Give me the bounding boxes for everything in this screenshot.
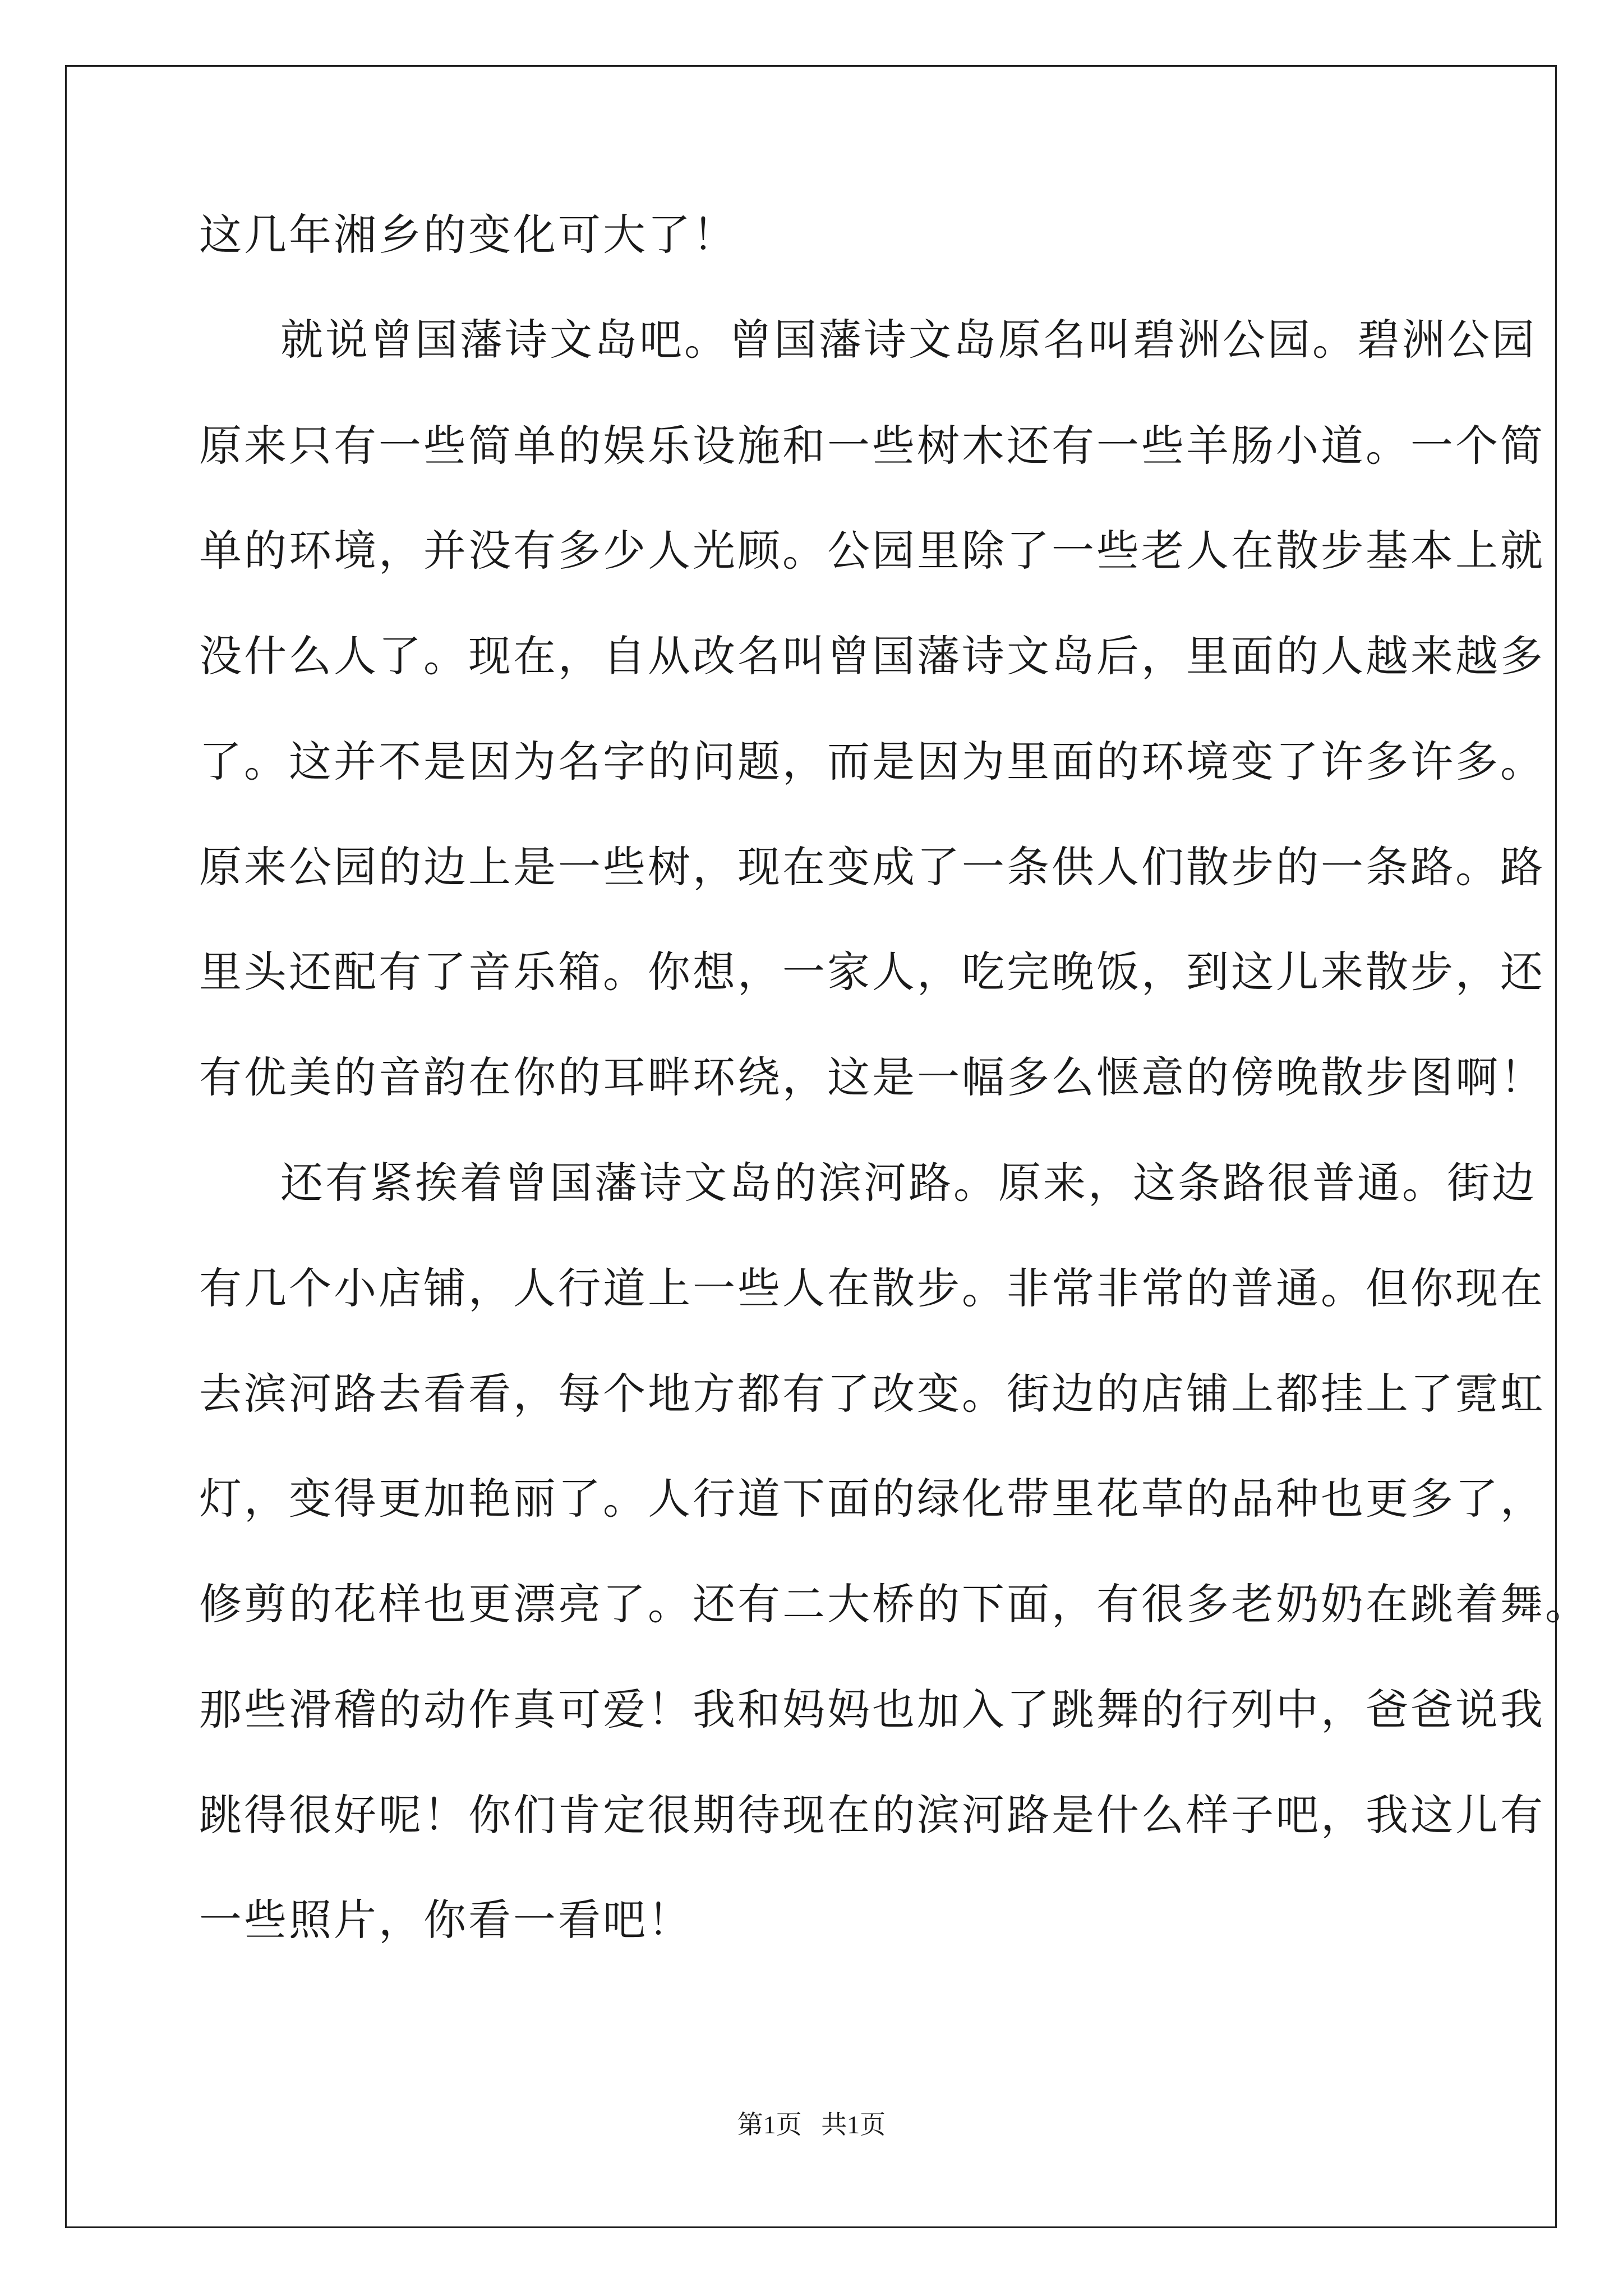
paragraph-first-line: 就说曾国藩诗文岛吧。曾国藩诗文岛原名叫碧洲公园。碧洲公园 (280, 315, 1537, 365)
text-line: 这几年湘乡的变化可大了！ (199, 210, 737, 260)
text-line: 原来公园的边上是一些树，现在变成了一条供人们散步的一条路。路 (199, 842, 1545, 892)
text-line: 那些滑稽的动作真可爱！我和妈妈也加入了跳舞的行列中，爸爸说我 (199, 1685, 1545, 1734)
paragraph-first-line: 还有紧挨着曾国藩诗文岛的滨河路。原来，这条路很普通。街边 (280, 1158, 1537, 1208)
text-line: 跳得很好呢！你们肯定很期待现在的滨河路是什么样子吧，我这儿有 (199, 1790, 1545, 1840)
text-line: 有优美的音韵在你的耳畔环绕，这是一幅多么惬意的傍晚散步图啊！ (199, 1052, 1545, 1102)
text-line: 一些照片，你看一看吧！ (199, 1895, 693, 1945)
text-line: 修剪的花样也更漂亮了。还有二大桥的下面，有很多老奶奶在跳着舞。 (199, 1579, 1590, 1629)
text-line: 里头还配有了音乐箱。你想，一家人，吃完晚饭，到这儿来散步，还 (199, 947, 1545, 997)
text-line: 了。这并不是因为名字的问题，而是因为里面的环境变了许多许多。 (199, 737, 1545, 786)
text-line: 单的环境，并没有多少人光顾。公园里除了一些老人在散步基本上就 (199, 526, 1545, 576)
text-line: 灯，变得更加艳丽了。人行道下面的绿化带里花草的品种也更多了， (199, 1474, 1545, 1524)
text-line: 去滨河路去看看，每个地方都有了改变。街边的店铺上都挂上了霓虹 (199, 1369, 1545, 1419)
text-line: 没什么人了。现在，自从改名叫曾国藩诗文岛后，里面的人越来越多 (199, 631, 1545, 681)
text-line: 原来只有一些简单的娱乐设施和一些树木还有一些羊肠小道。一个简 (199, 421, 1545, 471)
text-line: 有几个小店铺，人行道上一些人在散步。非常非常的普通。但你现在 (199, 1263, 1545, 1313)
page-number-footer: 第1页 共1页 (737, 2110, 886, 2139)
